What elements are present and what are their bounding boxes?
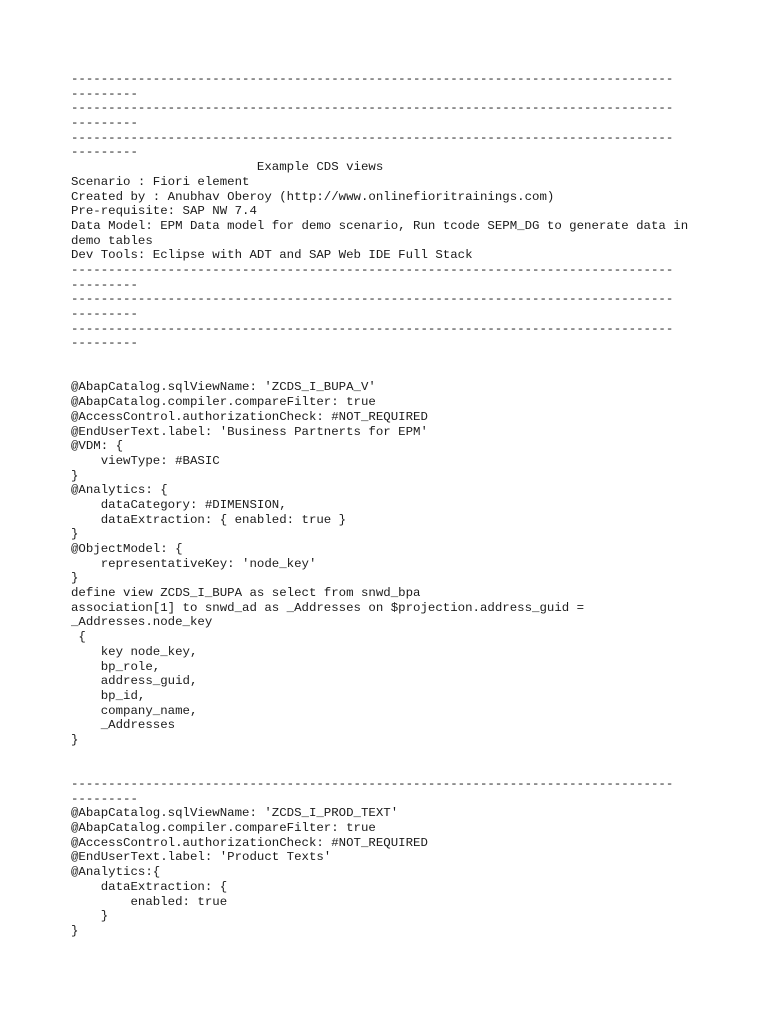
code-line: company_name, — [71, 703, 198, 718]
code-line: } — [71, 732, 79, 747]
code-line: @AbapCatalog.compiler.compareFilter: true — [71, 395, 376, 410]
code-line: --------- — [71, 336, 138, 351]
code-line: @AccessControl.authorizationCheck: #NOT_REQUIRED — [71, 409, 428, 424]
code-line — [71, 748, 701, 763]
code-line: @AbapCatalog.sqlViewName: 'ZCDS_I_PROD_TEXT' — [71, 806, 399, 821]
code-line: Dev Tools: Eclipse with ADT and SAP Web IDE Full Stack — [71, 248, 473, 263]
code-line: @EndUserText.label: 'Product Texts' — [71, 850, 332, 865]
code-line: _Addresses.node_key — [71, 615, 213, 630]
code-line: _Addresses — [71, 718, 176, 733]
code-line: } — [71, 571, 79, 586]
code-line: @Analytics: { — [71, 483, 168, 498]
code-line: demo tables — [71, 233, 153, 248]
code-line: } — [71, 909, 109, 924]
code-line: dataCategory: #DIMENSION, — [71, 497, 287, 512]
code-line: key node_key, — [71, 644, 198, 659]
document-page — [71, 72, 701, 939]
code-line: @EndUserText.label: 'Business Partnerts for EPM' — [71, 424, 428, 439]
code-line: @VDM: { — [71, 439, 124, 454]
code-line: viewType: #BASIC — [71, 453, 220, 468]
code-line: Created by : Anubhav Oberoy (http://www.onlinefioritrainings.com) — [71, 189, 555, 204]
code-line: --------------------------------------------------------------------------------- — [71, 321, 674, 336]
code-line: --------------------------------------------------------------------------------- — [71, 130, 674, 145]
code-line — [71, 762, 701, 777]
code-line: --------- — [71, 116, 138, 131]
code-line: bp_role, — [71, 659, 161, 674]
code-line: representativeKey: 'node_key' — [71, 556, 317, 571]
code-line: dataExtraction: { enabled: true } — [71, 512, 347, 527]
code-line: bp_id, — [71, 688, 146, 703]
code-line: --------------------------------------------------------------------------------- — [71, 262, 674, 277]
code-line — [71, 351, 701, 366]
code-line: --------- — [71, 86, 138, 101]
code-line: } — [71, 923, 79, 938]
code-line — [71, 366, 701, 381]
code-line: define view ZCDS_I_BUPA as select from snwd_bpa — [71, 586, 421, 601]
code-line: dataExtraction: { — [71, 879, 228, 894]
code-line: @Analytics:{ — [71, 865, 161, 880]
code-line: --------- — [71, 791, 138, 806]
code-line: --------------------------------------------------------------------------------- — [71, 72, 674, 86]
code-line: Scenario : Fiori element — [71, 174, 250, 189]
code-line: { — [71, 630, 86, 645]
code-line: --------- — [71, 277, 138, 292]
code-line: --------------------------------------------------------------------------------- — [71, 101, 674, 116]
code-line: --------- — [71, 145, 138, 160]
code-line: @AbapCatalog.sqlViewName: 'ZCDS_I_BUPA_V' — [71, 380, 376, 395]
code-line: @AbapCatalog.compiler.compareFilter: true — [71, 821, 376, 836]
code-line: @AccessControl.authorizationCheck: #NOT_REQUIRED — [71, 835, 428, 850]
code-line: address_guid, — [71, 674, 198, 689]
code-line: Example CDS views — [71, 160, 384, 175]
code-line: } — [71, 468, 79, 483]
code-line: @ObjectModel: { — [71, 542, 183, 556]
code-line: --------------------------------------------------------------------------------- — [71, 777, 674, 791]
code-line: association[1] to snwd_ad as _Addresses on $projection.address_guid = — [71, 600, 585, 615]
code-line: --------------------------------------------------------------------------------- — [71, 292, 674, 307]
code-line: --------- — [71, 307, 138, 321]
code-line: } — [71, 527, 79, 542]
code-line: Data Model: EPM Data model for demo scenario, Run tcode SEPM_DG to generate data in — [71, 218, 689, 233]
code-line: enabled: true — [71, 894, 228, 909]
code-line: Pre-requisite: SAP NW 7.4 — [71, 204, 257, 219]
